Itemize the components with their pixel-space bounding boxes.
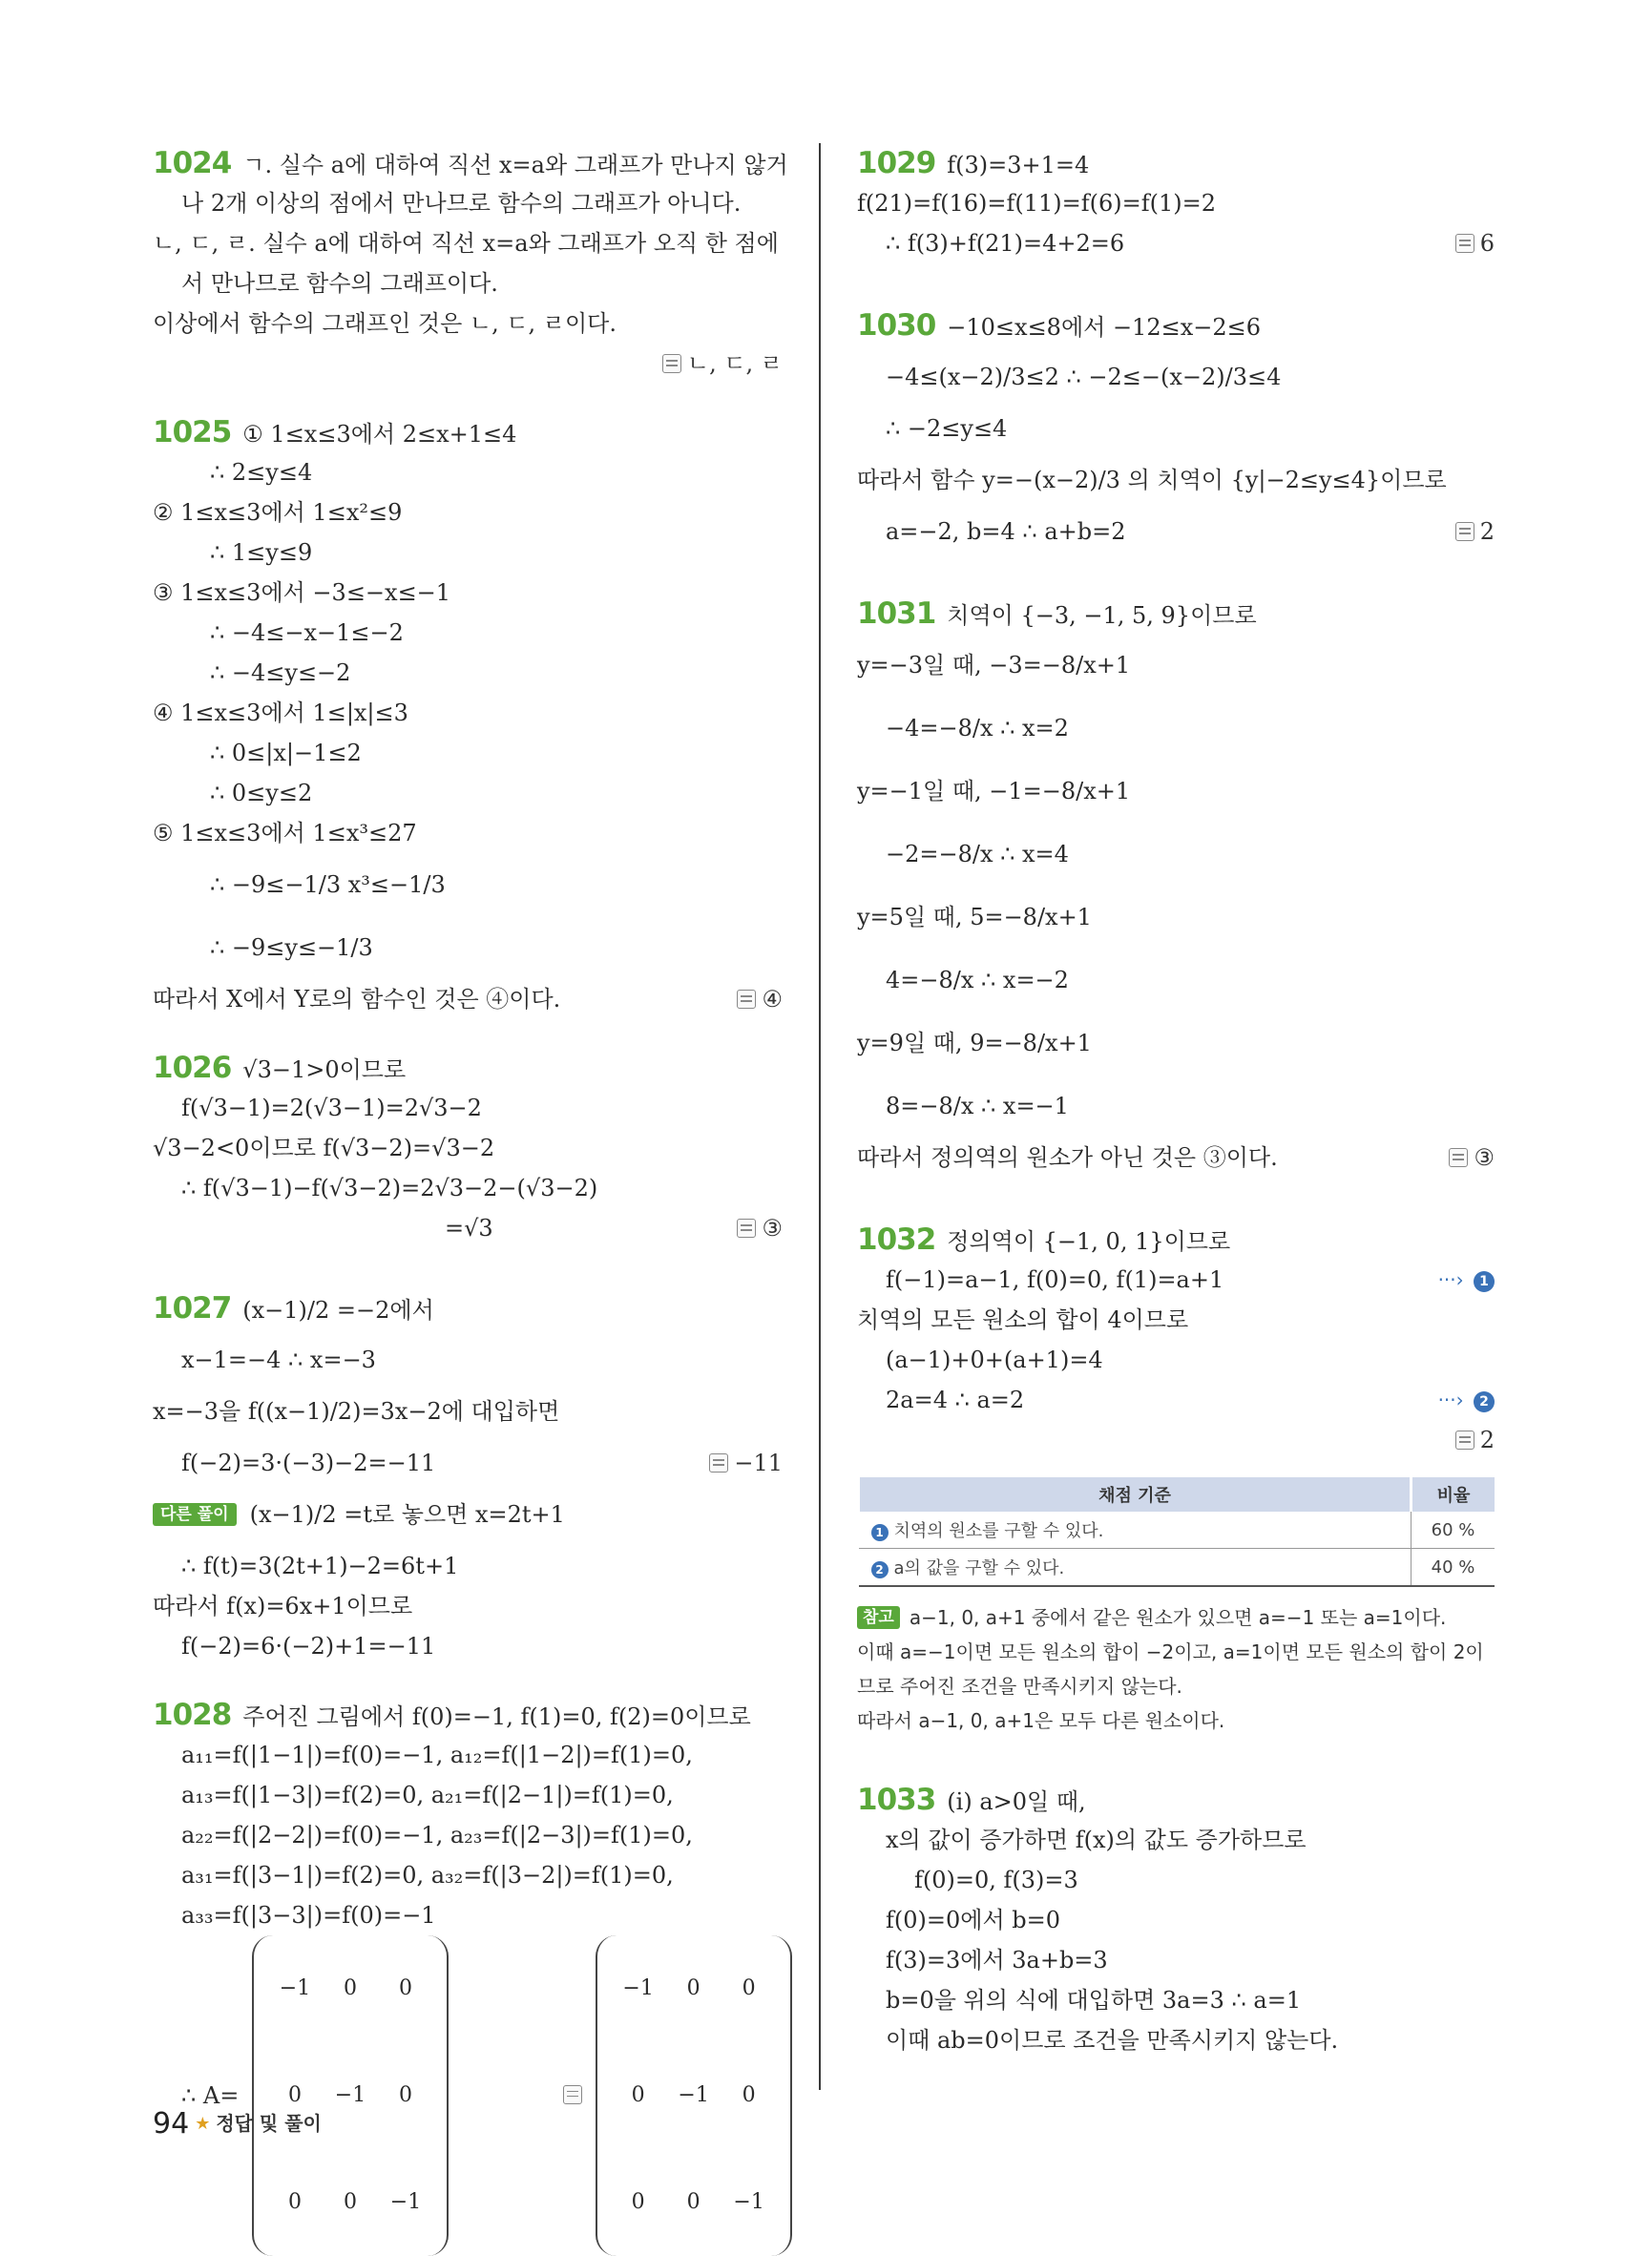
solution-line: f(3)=3+1=4 xyxy=(947,152,1090,178)
solution-line: f(3)=3에서 3a+b=3 xyxy=(886,1947,1108,1974)
solution-line: 2a=4 ∴ a=2 xyxy=(886,1387,1025,1413)
solution-line: y=−1일 때, −1=−8/x+1 xyxy=(857,778,1131,804)
solution-line: 따라서 함수 y=−(x−2)/3 의 치역이 {y|−2≤y≤4}이므로 xyxy=(857,467,1447,493)
answer-icon xyxy=(1455,1431,1474,1450)
solution-line: f(0)=0, f(3)=3 xyxy=(914,1867,1078,1893)
problem-number: 1027 xyxy=(153,1291,232,1326)
solution-line: a₃₁=f(|3−1|)=f(2)=0, a₃₂=f(|3−2|)=f(1)=0, xyxy=(181,1862,674,1889)
solution-line: a₃₃=f(|3−3|)=f(0)=−1 xyxy=(181,1902,436,1929)
solution-line: 치역이 {−3, −1, 5, 9}이므로 xyxy=(947,602,1257,629)
solution-line: f(−1)=a−1, f(0)=0, f(1)=a+1 xyxy=(886,1266,1224,1293)
answer-icon xyxy=(563,2085,582,2104)
solution-line: 이때 ab=0이므로 조건을 만족시키지 않는다. xyxy=(886,2027,1339,2054)
solution-line: ∴ f(t)=3(2t+1)−2=6t+1 xyxy=(181,1553,459,1579)
solution-line: ∴ 1≤y≤9 xyxy=(210,539,313,566)
matrix-cell: −1 xyxy=(733,2190,764,2214)
answer-icon xyxy=(737,990,756,1009)
solution-line: ∴ 0≤|x|−1≤2 xyxy=(210,740,362,766)
problem-1026 xyxy=(153,1048,783,1248)
solution-line: 서 만나므로 함수의 그래프이다. xyxy=(181,270,498,297)
solution-line: y=−3일 때, −3=−8/x+1 xyxy=(857,652,1131,679)
answer-value: ③ xyxy=(1474,1144,1495,1171)
right-column xyxy=(857,143,1495,2060)
step-marker: ···› 1 xyxy=(1438,1260,1495,1300)
problem-1029 xyxy=(857,143,1495,263)
matrix-cell: −1 xyxy=(334,2083,366,2107)
solution-line: x=−3을 f((x−1)/2)=3x−2에 대입하면 xyxy=(153,1398,560,1425)
step-number: 1 xyxy=(1474,1271,1495,1292)
solution-line: ③ 1≤x≤3에서 −3≤−x≤−1 xyxy=(153,579,451,606)
solution-line: ∴ −4≤−x−1≤−2 xyxy=(210,619,404,646)
solution-line: ⑤ 1≤x≤3에서 1≤x³≤27 xyxy=(153,820,417,846)
solution-line: 따라서 f(x)=6x+1이므로 xyxy=(153,1593,413,1619)
answer-matrix xyxy=(596,1935,792,2256)
solution-line: ∴ −4≤y≤−2 xyxy=(210,659,351,686)
solution-line: ∴ −2≤y≤4 xyxy=(886,415,1008,442)
grading-table xyxy=(857,1477,1495,1587)
matrix-cell: 0 xyxy=(686,2190,701,2214)
page-footer xyxy=(153,2107,322,2141)
solution-line: 이상에서 함수의 그래프인 것은 ㄴ, ㄷ, ㄹ이다. xyxy=(153,310,617,337)
matrix-cell: 0 xyxy=(287,2190,302,2214)
solution-line: −4≤(x−2)/3≤2 ∴ −2≤−(x−2)/3≤4 xyxy=(886,364,1282,390)
table-row xyxy=(859,1549,1495,1587)
solution-line: y=9일 때, 9=−8/x+1 xyxy=(857,1030,1092,1056)
answer-icon xyxy=(737,1219,756,1238)
solution-line: ② 1≤x≤3에서 1≤x²≤9 xyxy=(153,499,403,526)
answer xyxy=(737,1208,783,1248)
solution-line: 정의역이 {−1, 0, 1}이므로 xyxy=(947,1228,1231,1255)
answer xyxy=(737,979,783,1019)
solution-line: =√3 xyxy=(445,1215,493,1242)
answer-value: ③ xyxy=(762,1215,783,1242)
rate-value: 40 % xyxy=(1412,1549,1495,1587)
criteria-text: 치역의 원소를 구할 수 있다. xyxy=(893,1521,1104,1541)
answer xyxy=(709,1443,783,1483)
star-icon: ★ xyxy=(195,2114,211,2134)
solution-line: ㄴ, ㄷ, ㄹ. 실수 a에 대하여 직선 x=a와 그래프가 오직 한 점에 xyxy=(153,230,779,257)
solution-line: b=0을 위의 식에 대입하면 3a=3 ∴ a=1 xyxy=(886,1987,1302,2014)
solution-line: f(−2)=6·(−2)+1=−11 xyxy=(181,1633,436,1660)
footer-title: 정답 및 풀이 xyxy=(216,2112,322,2135)
solution-line: 4=−8/x ∴ x=−2 xyxy=(886,967,1069,993)
solution-line: ∴ −9≤y≤−1/3 xyxy=(210,934,373,961)
solution-line: f(√3−1)=2(√3−1)=2√3−2 xyxy=(181,1095,482,1121)
note-badge: 참고 xyxy=(857,1606,900,1629)
column-divider xyxy=(819,143,821,2090)
answer xyxy=(1449,1138,1495,1178)
table-row xyxy=(859,1512,1495,1549)
answer-icon xyxy=(1449,1148,1468,1167)
matrix-cell: 0 xyxy=(287,2083,302,2107)
problem-number: 1033 xyxy=(857,1783,936,1817)
matrix-cell: 0 xyxy=(686,1976,701,2000)
solution-line: ∴ f(√3−1)−f(√3−2)=2√3−2−(√3−2) xyxy=(181,1175,598,1201)
alt-solution-badge: 다른 풀이 xyxy=(153,1503,237,1526)
step-number: 1 xyxy=(871,1524,889,1541)
answer-value: ㄴ, ㄷ, ㄹ xyxy=(686,350,783,377)
answer-value: −11 xyxy=(734,1450,783,1476)
solution-line: −10≤x≤8에서 −12≤x−2≤6 xyxy=(947,314,1262,341)
answer-icon xyxy=(1455,234,1474,253)
solution-line: 치역의 모든 원소의 합이 4이므로 xyxy=(857,1306,1189,1333)
solution-line: ∴ 0≤y≤2 xyxy=(210,780,313,806)
problem-number: 1031 xyxy=(857,596,936,631)
matrix-cell: 0 xyxy=(742,2083,756,2107)
answer-value: 2 xyxy=(1479,518,1495,545)
note-line: 므로 주어진 조건을 만족시키지 않는다. xyxy=(857,1675,1182,1698)
problem-1033 xyxy=(857,1780,1495,2060)
solution-line: x의 값이 증가하면 f(x)의 값도 증가하므로 xyxy=(886,1827,1307,1853)
solution-line: (x−1)/2 =t로 놓으면 x=2t+1 xyxy=(249,1501,565,1528)
solution-line: ∴ f(3)+f(21)=4+2=6 xyxy=(886,230,1125,257)
page-number: 94 xyxy=(153,2107,190,2141)
solution-line: ① 1≤x≤3에서 2≤x+1≤4 xyxy=(242,421,517,448)
solution-line: a=−2, b=4 ∴ a+b=2 xyxy=(886,518,1126,545)
solution-line: f(21)=f(16)=f(11)=f(6)=f(1)=2 xyxy=(857,190,1217,217)
step-number: 2 xyxy=(871,1561,889,1578)
matrix-cell: 0 xyxy=(742,1976,756,2000)
solution-line: 나 2개 이상의 점에서 만나므로 함수의 그래프가 아니다. xyxy=(181,190,742,217)
solution-line: x−1=−4 ∴ x=−3 xyxy=(181,1347,376,1373)
problem-number: 1026 xyxy=(153,1051,232,1085)
matrix-cell: −1 xyxy=(279,1976,311,2000)
solution-line: −4=−8/x ∴ x=2 xyxy=(886,715,1069,742)
matrix-cell: 0 xyxy=(343,1976,357,2000)
matrix-cell: −1 xyxy=(622,1976,654,2000)
answer xyxy=(563,1935,783,2256)
note-line: 이때 a=−1이면 모든 원소의 합이 −2이고, a=1이면 모든 원소의 합이 2이 xyxy=(857,1640,1484,1663)
problem-number: 1028 xyxy=(153,1698,232,1732)
solution-line: (i) a>0일 때, xyxy=(947,1788,1086,1815)
solution-line: f(−2)=3·(−3)−2=−11 xyxy=(181,1450,436,1476)
solution-line: 따라서 X에서 Y로의 함수인 것은 ④이다. xyxy=(153,986,561,1013)
solution-line: −2=−8/x ∴ x=4 xyxy=(886,841,1069,867)
matrix-a xyxy=(252,1935,449,2256)
solution-line: √3−2<0이므로 f(√3−2)=√3−2 xyxy=(153,1135,495,1161)
rate-value: 60 % xyxy=(1412,1512,1495,1549)
problem-number: 1029 xyxy=(857,146,936,180)
solution-line: ∴ −9≤−1/3 x³≤−1/3 xyxy=(210,871,446,898)
matrix-cell: 0 xyxy=(398,1976,412,2000)
solution-line: (a−1)+0+(a+1)=4 xyxy=(886,1347,1103,1373)
problem-1024 xyxy=(153,143,788,384)
matrix-cell: −1 xyxy=(389,2190,422,2214)
problem-1025 xyxy=(153,412,783,1019)
solution-line: y=5일 때, 5=−8/x+1 xyxy=(857,904,1092,930)
answer xyxy=(1455,1420,1495,1460)
solution-line: a₂₂=f(|2−2|)=f(0)=−1, a₂₃=f(|2−3|)=f(1)=0, xyxy=(181,1822,693,1849)
note-line: a−1, 0, a+1 중에서 같은 원소가 있으면 a=−1 또는 a=1이다. xyxy=(909,1606,1447,1629)
answer-icon xyxy=(662,354,681,373)
problem-number: 1030 xyxy=(857,308,936,343)
solution-line: a₁₁=f(|1−1|)=f(0)=−1, a₁₂=f(|1−2|)=f(1)=0, xyxy=(181,1742,693,1768)
step-marker: ···› 2 xyxy=(1438,1380,1495,1420)
solution-line: f(0)=0에서 b=0 xyxy=(886,1907,1060,1933)
matrix-cell: 0 xyxy=(343,2190,357,2214)
problem-1030 xyxy=(857,305,1495,552)
solution-line: ④ 1≤x≤3에서 1≤|x|≤3 xyxy=(153,700,408,726)
criteria-text: a의 값을 구할 수 있다. xyxy=(893,1558,1065,1578)
solution-line: ∴ 2≤y≤4 xyxy=(210,459,313,486)
matrix-cell: 0 xyxy=(631,2083,645,2107)
answer-icon xyxy=(709,1453,728,1473)
problem-number: 1024 xyxy=(153,146,232,180)
answer-icon xyxy=(1455,522,1474,541)
problem-1027 xyxy=(153,1277,783,1666)
answer-value: 2 xyxy=(1479,1427,1495,1453)
solution-line: 주어진 그림에서 f(0)=−1, f(1)=0, f(2)=0이므로 xyxy=(242,1703,751,1730)
answer xyxy=(1455,223,1495,263)
step-number: 2 xyxy=(1474,1391,1495,1412)
solution-line: 따라서 정의역의 원소가 아닌 것은 ③이다. xyxy=(857,1144,1278,1171)
solution-line: a₁₃=f(|1−3|)=f(2)=0, a₂₁=f(|2−1|)=f(1)=0, xyxy=(181,1782,674,1808)
answer xyxy=(1455,512,1495,552)
problem-1031 xyxy=(857,594,1495,1178)
matrix-cell: −1 xyxy=(678,2083,709,2107)
solution-line: 8=−8/x ∴ x=−1 xyxy=(886,1093,1069,1119)
answer-value: ④ xyxy=(762,986,783,1013)
grading-header-criteria: 채점 기준 xyxy=(859,1477,1412,1512)
solution-line: √3−1>0이므로 xyxy=(242,1056,407,1083)
problem-1032 xyxy=(857,1220,1495,1738)
solution-line: (x−1)/2 =−2에서 xyxy=(242,1297,434,1324)
matrix-cell: 0 xyxy=(631,2190,645,2214)
grading-header-rate: 비율 xyxy=(1412,1477,1495,1512)
matrix-label: ∴ A= xyxy=(181,2082,240,2109)
matrix-cell: 0 xyxy=(398,2083,412,2107)
problem-number: 1032 xyxy=(857,1222,936,1257)
note-line: 따라서 a−1, 0, a+1은 모두 다른 원소이다. xyxy=(857,1709,1225,1732)
answer xyxy=(662,344,783,384)
problem-number: 1025 xyxy=(153,415,232,449)
solution-line: ㄱ. 실수 a에 대하여 직선 x=a와 그래프가 만나지 않거 xyxy=(242,152,788,178)
answer-value: 6 xyxy=(1479,230,1495,257)
